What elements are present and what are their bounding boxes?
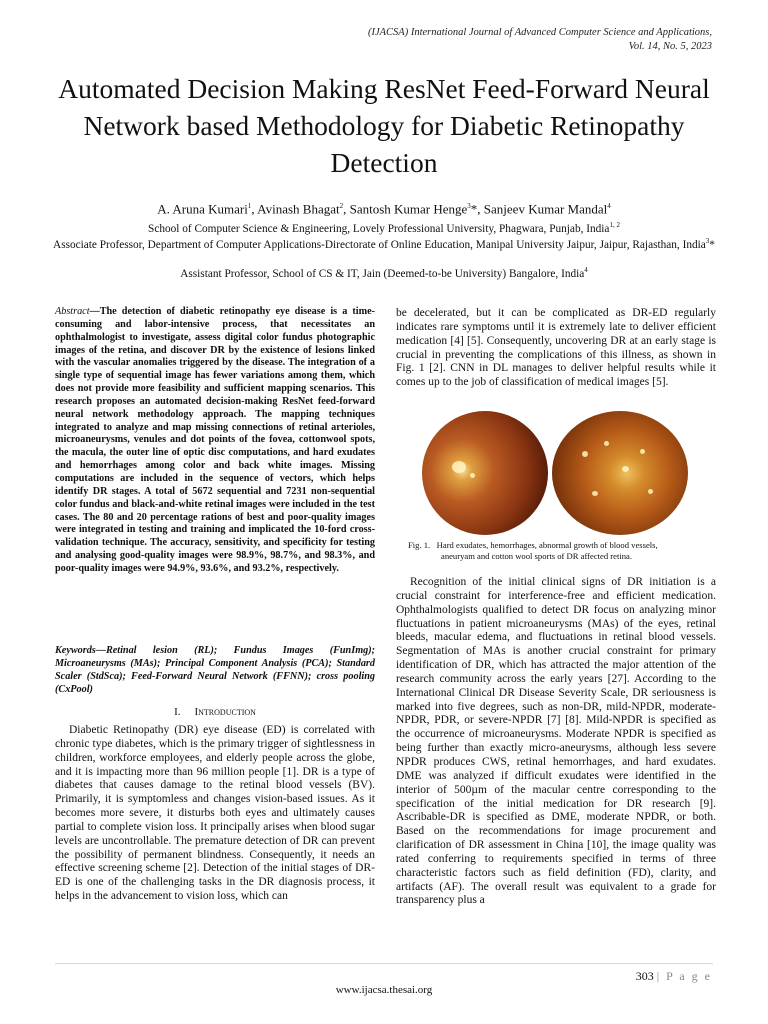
author-list: A. Aruna Kumari$^1$, Avinash Bhagat$^2$, Santosh Kumar Henge$^3$*, Sanjeev Kumar Mandal$^4$	[157, 201, 611, 217]
affiliation-text: Assistant Professor, School of CS & IT, Jain (Deemed-to-be University) Bangalore, India	[180, 267, 585, 280]
figure-1	[422, 411, 688, 535]
right-paragraph-1: be decelerated, but it can be complicated as DR-ED regularly indicates rare symptoms until it is extremely late to deliver efficient medication [4] [5]. Consequently, uncovering DR at an early stage is crucial in preventing the complications of this illness, as shown in Fig. 1 [2]. CNN in DL manages to deliver helpful results while it comes up to the job of classification of medical images [5].	[396, 307, 716, 389]
affiliation-sup: 3	[705, 237, 710, 245]
right-paragraph-2: Recognition of the initial clinical signs of DR initiation is a crucial constraint for interference-free and efficient medication. Ophthalmologists qualified to detect DR focus on analyzing minor fluctuations in patient microaneurysms (MAs) of the eyes, retinal bleeds, macular edema, and fluctuations in retinal blood vessels. Segmentation of MAs is another crucial constraint for primary identification of DR, which has attracted the major attention of the research community across the early years [27]. According to the International Clinical DR Disease Severity Scale, DR seriousness is marked into five degrees, such as non-DR, mild-NPDR, moderate-NPDR, PDR, or severe-NPDR [7] [8]. Mild-NPDR is specified as the occurrence of microaneurysms. Moderate NPDR is specified as being further than exactly micro-aneurysms, although less severe NPDR produces CWS, retinal hemorrhages, and hard exudates. DME was analyzed if difficult exudates were identified in the interior of 500µm of the macular centre corresponding to the specification of the initial medication for DR research [9]. Ascribable-DR is specified as DME, moderate NPDR, or both. Based on the recommendations for image procurement and clarification of DR assessment in China [10], the image quality was rated conferring to requirements specified in terms of three characteristic factors such as field definition (FD), clarity, and artifacts (AF). The overall result was equivalent to a grade for transparency plus a	[396, 576, 716, 907]
journal-url[interactable]: www.ijacsa.thesai.org	[335, 984, 433, 996]
exudate-spot	[640, 449, 645, 454]
page-number-value: 303	[635, 969, 654, 983]
exudate-spot	[582, 451, 588, 457]
affiliation-sup: 4	[584, 266, 588, 274]
author-name: Santosh Kumar Henge	[349, 201, 468, 217]
exudate-spot	[592, 491, 598, 496]
corresponding-mark: *	[709, 238, 715, 251]
page-number	[636, 969, 712, 984]
section-title: Introduction	[194, 706, 256, 718]
affiliation-3	[40, 263, 728, 281]
page-label: | P a g e	[656, 969, 712, 983]
exudate-spot	[622, 466, 629, 472]
affiliation-2	[40, 234, 728, 252]
affiliation-text: School of Computer Science & Engineering, Lovely Professional University, Phagwara, Punjab, India	[148, 222, 610, 235]
author-sup: 3	[467, 202, 471, 210]
affiliation-sup: 1, 2	[609, 221, 620, 229]
abstract	[55, 306, 375, 576]
author-name: A. Aruna Kumari	[157, 201, 248, 217]
author-sup: 1	[247, 202, 252, 210]
caption-line-1: Hard exudates, hemorrhages, abnormal growth of blood vessels,	[436, 540, 658, 550]
exudate-spot	[470, 473, 475, 478]
figure-label: Fig. 1.	[408, 540, 431, 550]
affiliation-text: Associate Professor, Department of Computer Applications-Directorate of Online Education, Manipal University Jaipur, Jaipur, Rajasthan, India	[53, 238, 706, 251]
footer-divider	[55, 963, 713, 964]
abstract-text: —The detection of diabetic retinopathy eye disease is a time-consuming and labor-intensive process, that necessitates an ophthalmologist to investigate, assess digital color fundus photographic images of the retina, and discover DR by the existence of lesions linked with the vascular anomalies triggered by the disease. The integration of a single type of sequential image has fewer variations among them, which does not provide more feasibility and sufficient mapping scenarios. This research proposes an automated decision-making ResNet feed-forward neural network methodology approach. The mapping techniques integrated to analyze and map missing connections of retinal arterioles, microaneurysms, venules and dot points of the fovea, cottonwool spots, the macula, the outer line of optic disc computations, and hard exudates and hemorrhages among color and back white images. Missing computations are included in the sequence of vectors, which helps identify DR stages. A total of 5672 sequential and 7231 non-sequential color fundus and black-and-white retinal images were included in the test cases. The 80 and 20 percentage rations of best and poor-quality images were integrated in testing and training and implicated the 10-ford cross-validation technique. The accuracy, sensitivity, and specificity for testing and analysing good-quality images were 98.9%, 98.7%, and 98.3%, and poor-quality images were 94.9%, 93.6%, and 93.2%, respectively.	[55, 306, 375, 574]
exudate-spot	[604, 441, 609, 446]
author-name: Sanjeev Kumar Mandal	[483, 201, 608, 217]
author-sup: 2	[339, 202, 344, 210]
corresponding-mark: *	[470, 201, 478, 217]
exudate-spot	[648, 489, 653, 494]
keywords	[55, 644, 375, 696]
figure-caption	[408, 540, 708, 562]
retina-image-left	[422, 411, 548, 535]
retina-image-right	[552, 411, 688, 535]
section-number: I.	[174, 706, 181, 718]
keywords-label: Keywords	[55, 645, 96, 656]
intro-paragraph: Diabetic Retinopathy (DR) eye disease (ED) is correlated with chronic type diabetes, which is the primary trigger of sightlessness in children, workforce employees, and elderly people across the globe, and it is impacting more than 96 million people [1]. DR is a type of diabetes that causes damage to the retinal blood vessels (BV). Primarily, it is symptomless and changes vision-based issues. As it becomes more severe, it disturbs both eyes and ultimately causes partial to complete vision loss. It principally arises when blood sugar levels are uncontrollable. The premature detection of DR can prevent the possibility of permanent blindness. Consequently, it needs an effective screening scheme [2]. Detection of the initial stages of DR-ED is one of the challenging tasks in the DR diagnosis process, it helps in the advancement to vision loss, which can	[55, 724, 375, 903]
keywords-text: —Retinal lesion (RL); Fundus Images (FunImg); Microaneurysms (MAs); Principal Component Analysis (PCA); Standard Scaler (StdSca); Feed-Forward Neural Network (FFNN); cross pooling (CxPool)	[55, 645, 375, 695]
author-sup: 4	[607, 202, 611, 210]
author-name: Avinash Bhagat	[257, 201, 340, 217]
caption-line-2: aneuryam and cotton wool sports of DR affected retina.	[441, 551, 632, 561]
abstract-label: Abstract	[55, 306, 90, 317]
journal-volume: Vol. 14, No. 5, 2023	[628, 41, 712, 52]
journal-name: (IJACSA) International Journal of Advanced Computer Science and Applications,	[367, 27, 712, 38]
paper-title: Automated Decision Making ResNet Feed-Forward Neural Network based Methodology for Diabetic Retinopathy Detection	[58, 73, 710, 178]
exudate-spot	[452, 461, 466, 473]
journal-header	[368, 26, 712, 54]
section-heading	[55, 706, 375, 718]
